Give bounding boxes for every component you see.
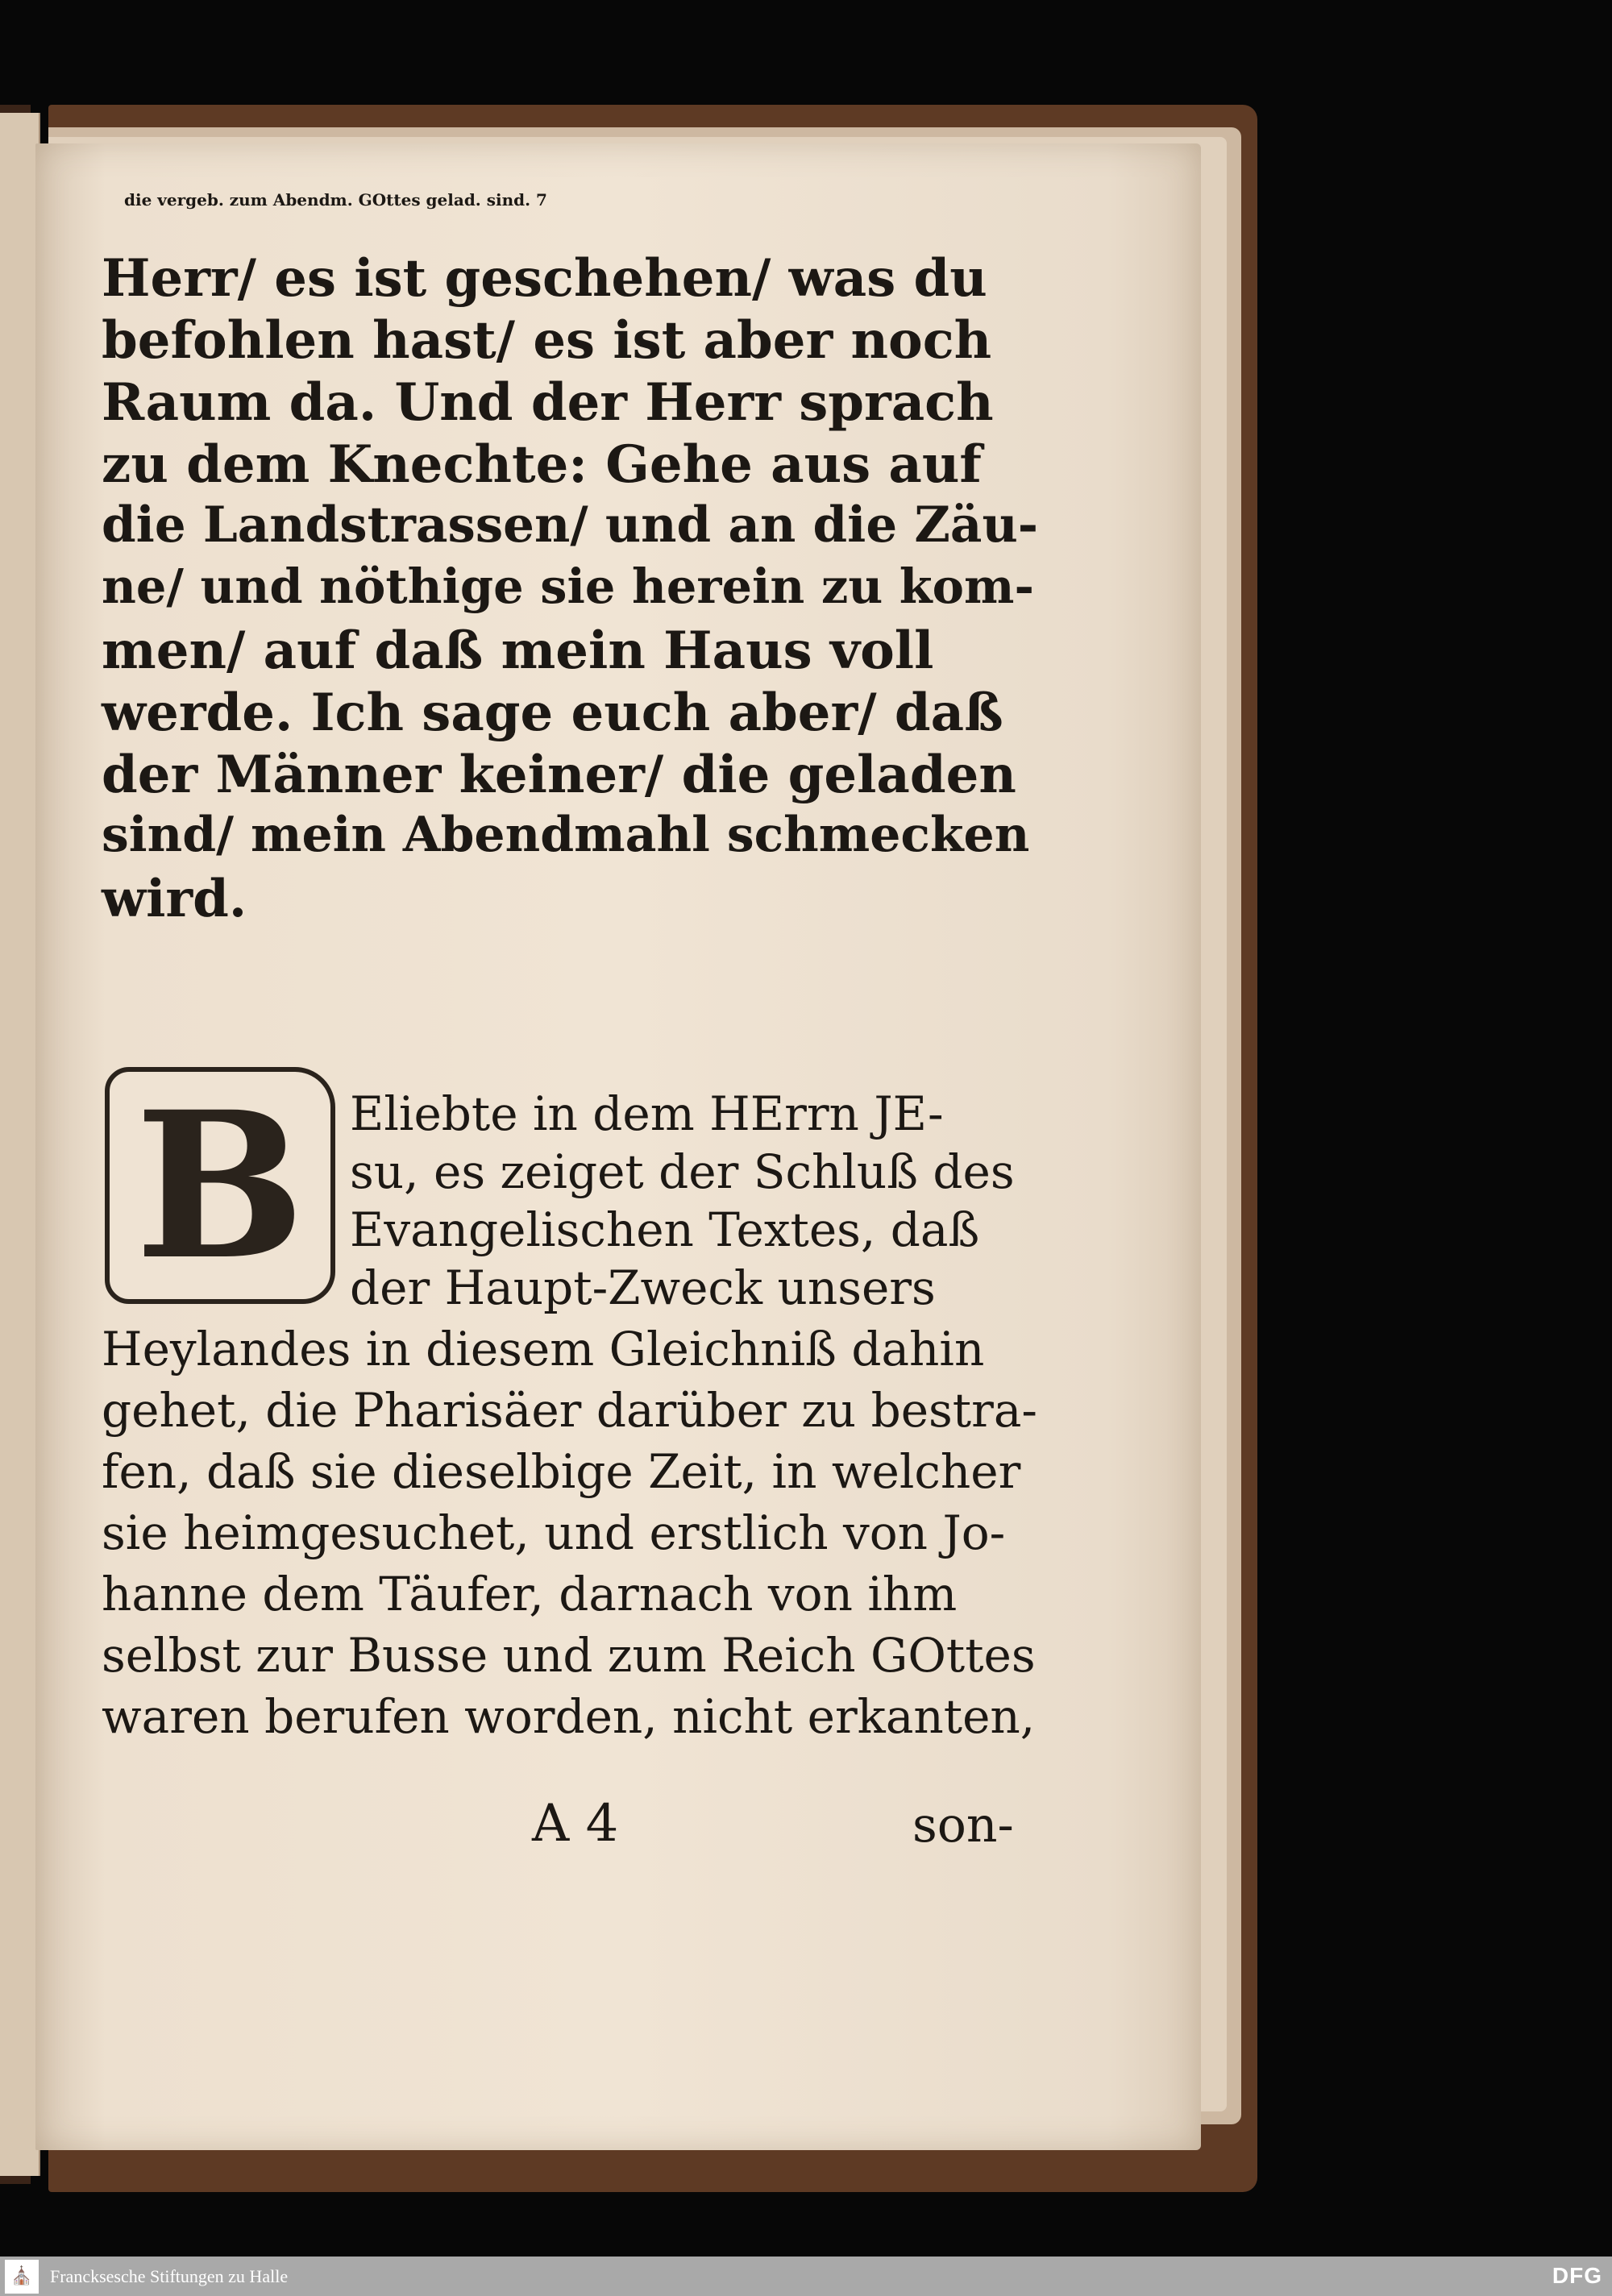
body-line: selbst zur Busse und zum Reich GOttes (102, 1628, 1036, 1683)
verse-line: ne/ und nöthige sie herein zu kom- (102, 558, 1034, 614)
book-page (35, 143, 1201, 2150)
verse-line: der Männer keiner/ die geladen (102, 745, 1016, 805)
institution-label: Francksesche Stiftungen zu Halle (50, 2265, 289, 2286)
verse-line: befohlen hast/ es ist aber noch (102, 310, 992, 371)
verse-line: werde. Ich sage euch aber/ daß (102, 683, 1003, 743)
left-page-edge (0, 113, 40, 2176)
verse-line: wird. (102, 869, 247, 929)
verse-line: zu dem Knechte: Gehe aus auf (102, 434, 982, 495)
body-line: fen, daß sie dieselbige Zeit, in welcher (102, 1444, 1021, 1499)
francke-foundation-logo-icon: ⛪ (5, 2260, 39, 2294)
dfg-logo: DFG (1552, 2263, 1602, 2288)
running-head: die vergeb. zum Abendm. GOttes gelad. sind. 7 (124, 190, 547, 210)
body-line: hanne dem Täufer, darnach von ihm (102, 1567, 958, 1621)
body-line: der Haupt-Zweck unsers (350, 1260, 936, 1315)
body-line: su, es zeiget der Schluß des (350, 1144, 1015, 1199)
signature-mark: A 4 (532, 1794, 619, 1854)
body-line: waren berufen worden, nicht erkanten, (102, 1689, 1036, 1744)
body-line: sie heimgesuchet, und erstlich von Jo- (102, 1505, 1006, 1560)
drop-cap-initial: B (105, 1067, 335, 1304)
body-line: Eliebte in dem HErrn JE- (350, 1086, 944, 1141)
verse-line: Raum da. Und der Herr sprach (102, 372, 994, 433)
body-line: Heylandes in diesem Gleichniß dahin (102, 1322, 985, 1376)
verse-line: die Landstrassen/ und an die Zäu- (102, 496, 1039, 554)
verse-line: sind/ mein Abendmahl schmecken (102, 807, 1030, 863)
body-line: gehet, die Pharisäer darüber zu bestra- (102, 1383, 1037, 1438)
catchword: son- (912, 1797, 1014, 1854)
verse-line: Herr/ es ist geschehen/ was du (102, 248, 987, 309)
viewer-footer-bar (0, 2257, 1612, 2296)
body-line: Evangelischen Textes, daß (350, 1202, 980, 1257)
verse-line: men/ auf daß mein Haus voll (102, 621, 934, 681)
